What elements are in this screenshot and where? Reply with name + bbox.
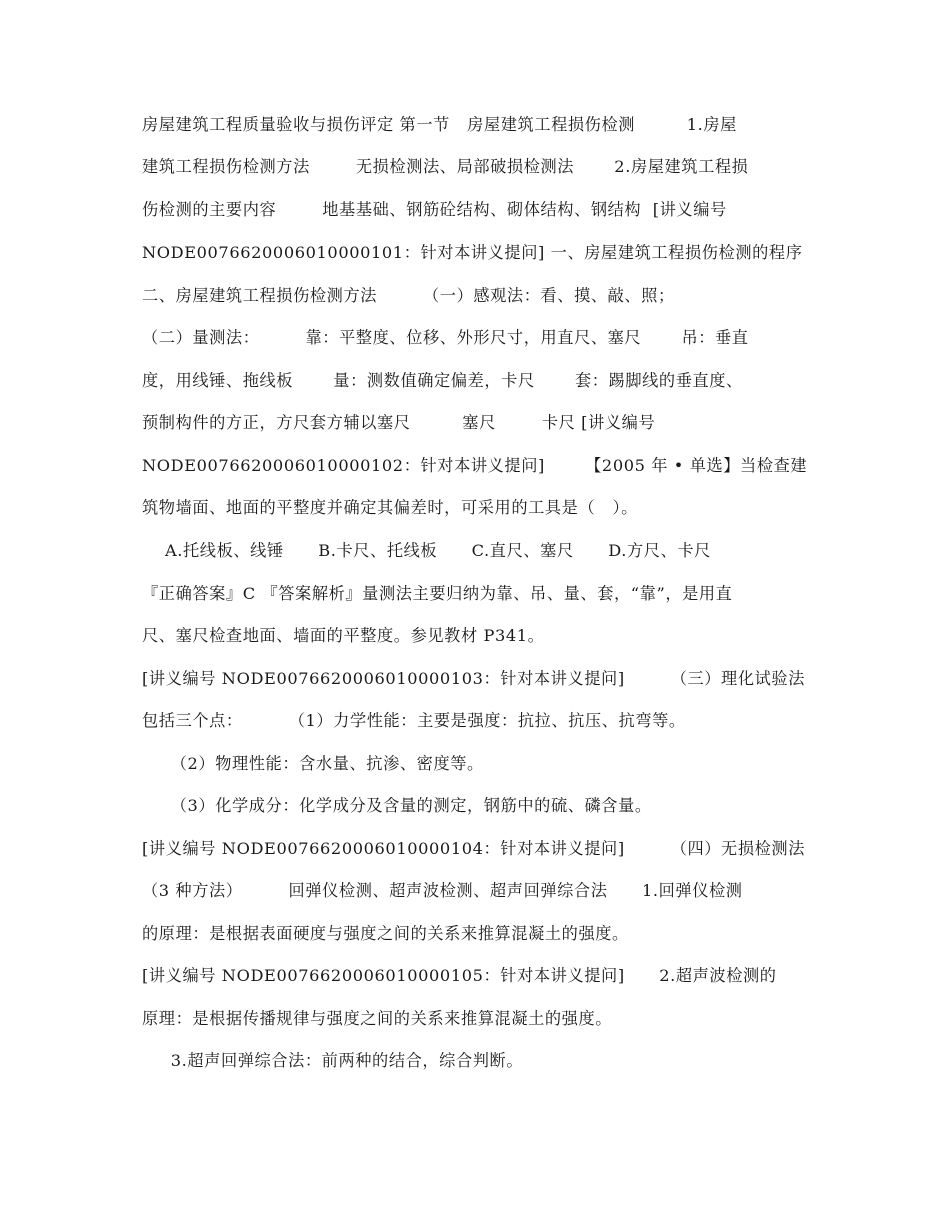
text-line: 包括三个点： （1）力学性能：主要是强度：抗拉、抗压、抗弯等。 [142,711,686,730]
text-line: [讲义编号 NODE0076620006010000104：针对本讲义提问] （四）无损检测法 [142,839,805,858]
text-line: 原理：是根据传播规律与强度之间的关系来推算混凝土的强度。 [142,1009,613,1028]
text-line: A.托线板、线锤 B.卡尺、托线板 C.直尺、塞尺 D.方尺、卡尺 [142,541,711,560]
text-line: 『正确答案』C 『答案解析』量测法主要归纳为靠、吊、量、套，“靠”，是用直 [142,584,733,603]
text-line: NODE0076620006010000102：针对本讲义提问] 【2005 年 • 单选】当检查建 [142,456,808,475]
text-line: 二、房屋建筑工程损伤检测方法 （一）感观法：看、摸、敲、照； [142,286,675,305]
text-line: 3.超声回弹综合法：前两种的结合，综合判断。 [142,1051,524,1070]
text-line: 尺、塞尺检查地面、墙面的平整度。参见教材 P341。 [142,626,545,645]
text-line: 的原理：是根据表面硬度与强度之间的关系来推算混凝土的强度。 [142,924,629,943]
text-line: 筑物墙面、地面的平整度并确定其偏差时，可采用的工具是（ ）。 [142,498,638,517]
text-line: 度，用线锤、拖线板 量：测数值确定偏差，卡尺 套：踢脚线的垂直度、 [142,371,743,390]
text-line: （3 种方法） 回弹仪检测、超声波检测、超声回弹综合法 1.回弹仪检测 [142,881,743,900]
text-line: 房屋建筑工程质量验收与损伤评定 第一节 房屋建筑工程损伤检测 1.房屋 [142,115,737,134]
text-line: 预制构件的方正，方尺套方辅以塞尺 塞尺 卡尺 [讲义编号 [142,413,656,432]
text-line: （二）量测法： 靠：平整度、位移、外形尺寸，用直尺、塞尺 吊：垂直 [142,328,749,347]
text-line: 建筑工程损伤检测方法 无损检测法、局部破损检测法 2.房屋建筑工程损 [142,157,749,176]
text-line: [讲义编号 NODE0076620006010000103：针对本讲义提问] （三）理化试验法 [142,669,805,688]
text-line: （2）物理性能：含水量、抗渗、密度等。 [142,754,484,773]
text-line: [讲义编号 NODE0076620006010000105：针对本讲义提问] 2.超声波检测的 [142,966,777,985]
text-line: NODE0076620006010000101：针对本讲义提问] 一、房屋建筑工程损伤检测的程序 [142,243,803,262]
text-line: 伤检测的主要内容 地基基础、钢筋砼结构、砌体结构、钢结构 [讲义编号 [142,200,727,219]
text-line: （3）化学成分：化学成分及含量的测定，钢筋中的硫、磷含量。 [142,796,652,815]
